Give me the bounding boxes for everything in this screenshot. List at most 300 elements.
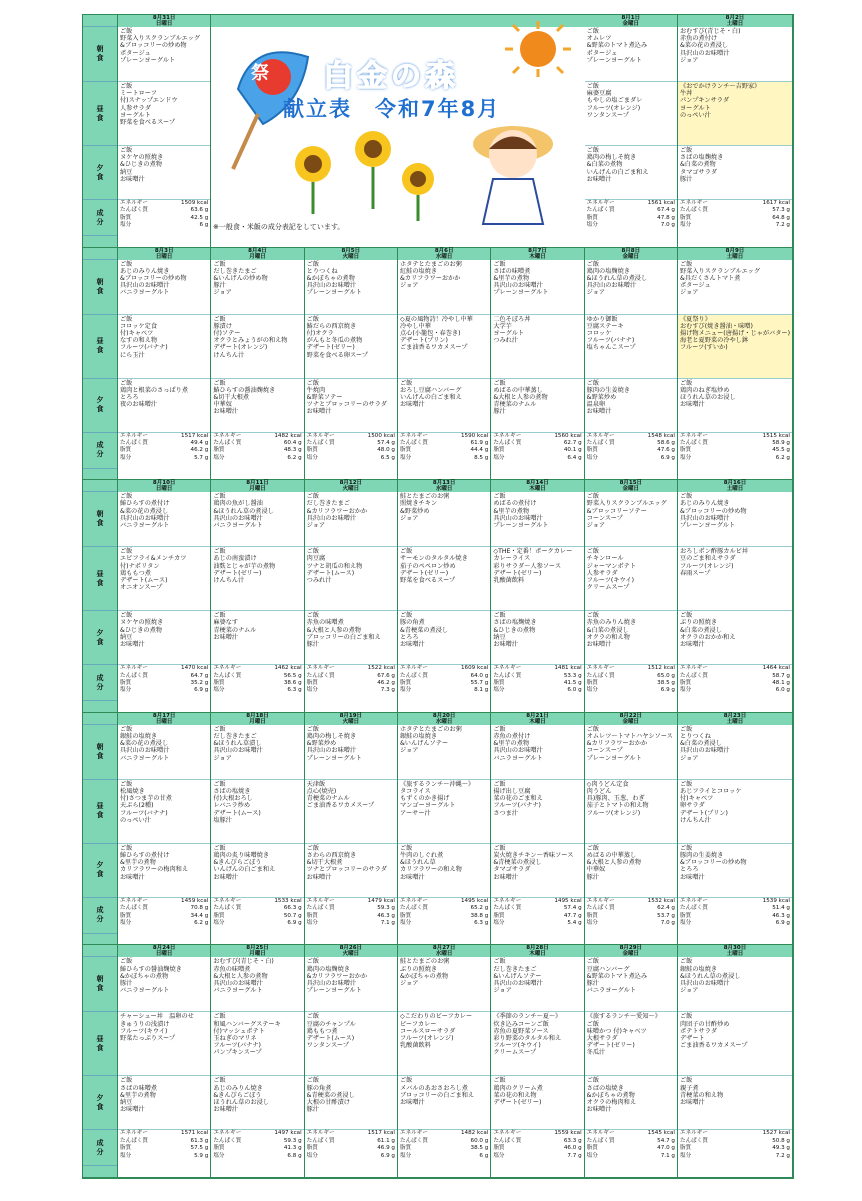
day-header [398,945,490,957]
day-cell [211,945,304,1178]
day-cell [118,480,211,713]
weekday-label: 月曜日 [249,486,266,493]
breakfast-menu: ご飯 とりつくね &白菜の煮浸し 具沢山のお味噌汁 ジョア [678,725,792,780]
nutrition-row: 脂質 46.0 g [493,1145,582,1152]
nutrition-box [678,665,792,701]
lunch-menu: ご飯 揚げ出し豆腐 菜の花のごま和え フルーツ(バナナ) さつま汁 [491,780,583,844]
nutrition-row: エネルギー 1559 kcal [493,1130,582,1137]
date-label: 8月29日 [619,945,643,952]
day-header [118,713,210,725]
day-cell [118,945,211,1178]
breakfast-menu: ご飯 鶏肉の魚がし醤油 &ほうれん草の煮浸し 具沢山のお味噌汁 バニラヨーグルト [211,492,303,547]
date-label: 8月26日 [339,945,363,952]
weekday-label: 金曜日 [622,486,640,493]
lunch-menu: 二色そぼろ丼 大学芋 ヨーグルト つみれ汁 [491,315,583,379]
breakfast-menu: おむすび(青じそ・白) 赤魚の味噌煮 &大根と人参の煮物 具沢山のお味噌汁 バニラヨーグルト [211,957,303,1012]
nutrition-box [305,1130,397,1166]
breakfast-menu: ご飯 あじのみりん焼き &ブロッコリーの炒め物 具沢山のお味噌汁 プレーンヨーグルト [678,492,792,547]
date-label: 8月19日 [339,712,363,719]
lunch-menu: ご飯 豆腐のチャンプル 鶏ももつ煮 デザート(ムース) ワンタンスープ [305,1012,397,1076]
weekday-label: 火曜日 [342,486,360,493]
nutrition-row: 脂質 49.3 g [679,1145,790,1152]
day-cell [585,248,678,481]
weekday-label: 金曜日 [622,21,640,27]
lunch-menu: 《季節のランチ〜夏〜》 炊き込みコーンご飯 赤魚の夏野菜ソース 彩り野菜のタルタル和え フルーツ(キウイ) クリームスープ [491,1012,583,1076]
nutrition-box [305,898,397,934]
lunch-menu: ご飯 麻婆豆腐 もやしの塩ごまダレ フルーツ(オレンジ) ワンタンスープ [585,82,677,146]
day-cell [398,248,491,481]
breakfast-menu: ご飯 鶏肉の梅しそ焼き &野菜炒め 具沢山のお味噌汁 プレーンヨーグルト [305,725,397,780]
nutrition-row: 塩分 6.3 g [213,687,302,694]
meal-label [83,713,117,725]
day-header [211,713,303,725]
dinner-menu: ご飯 豚の角煮 &青梗菜の煮浸し 大根の甘酢漬け 豚汁 [305,1076,397,1130]
nutrition-row: たんぱく質 61.9 g [399,440,489,446]
dinner-menu: ご飯 ヌケヤの照焼き &ひじきの煮物 納豆 お味噌汁 [118,146,210,200]
lunch-menu: ご飯 あじフライとコロッケ 付)キャベツ 卵サラダ デザート(プリン) けんちん汁 [678,780,792,844]
nutrition-box [305,433,397,469]
meal-label: 朝食 [83,957,117,1012]
day-header [211,15,304,27]
nutrition-row: 脂質 46.9 g [306,1145,395,1152]
lunch-menu: 《旅するランチ〜沖縄〜》 タコライス もずくのかき揚げ マンゴーヨーグルト アーサー汁 [398,780,490,844]
nutrition-row: たんぱく質 62.7 g [493,440,582,446]
nutrition-row: エネルギー 1482 kcal [399,1130,489,1137]
nutrition-row: たんぱく質 64.7 g [120,672,209,679]
day-cell [305,713,398,946]
weekday-label: 水曜日 [435,486,453,493]
nutrition-row: たんぱく質 58.7 g [679,672,790,679]
dinner-menu: ご飯 鶏肉の炙り味噌焼き &きんぴらごぼう いんげんの白ごま和え お味噌汁 [211,844,303,898]
meal-label: 夕食 [83,379,117,433]
day-cell [678,945,793,1178]
nutrition-row: 脂質 38.8 g [399,912,489,919]
nutrition-row: 脂質 47.8 g [586,214,675,221]
nutrition-row: 脂質 35.2 g [120,680,209,686]
breakfast-menu: ご飯 とりつくね &かぼちゃの煮物 具沢山のお味噌汁 プレーンヨーグルト [305,260,397,315]
nutrition-row: 塩分 6.5 g [306,454,395,461]
day-cell [305,945,398,1178]
nutrition-row: エネルギー 1571 kcal [120,1130,209,1137]
banner [213,29,585,241]
nutrition-row: 脂質 44.4 g [399,447,489,454]
nutrition-box [398,898,490,934]
nutrition-box [585,665,677,701]
dinner-menu: ご飯 あじのみりん焼き &きんぴらごぼう ほうれん草のお浸し お味噌汁 [211,1076,303,1130]
meal-label: 夕食 [83,844,117,898]
weekday-label: 木曜日 [529,951,546,958]
dinner-menu: ご飯 さばの味噌煮 &里芋の煮物 納豆 お味噌汁 [118,1076,210,1130]
nutrition-box [491,898,583,934]
nutrition-row: エネルギー 1532 kcal [586,897,675,904]
dinner-menu: ご飯 ぶりの照焼き &白菜の煮浸し オクラのおかか和え お味噌汁 [678,611,792,665]
dinner-menu: ご飯 豚肉の生姜焼き &ブロッコリーの炒め物 とろろ お味噌汁 [678,844,792,898]
weekday-label: 日曜日 [155,718,173,725]
weekday-label: 木曜日 [529,718,546,725]
dinner-menu: ご飯 麻婆なす 青梗菜のナムル お味噌汁 [211,611,303,665]
nutrition-row: 塩分 6.0 g [679,687,790,694]
nutrition-row: 塩分 8.5 g [399,454,489,461]
date-label: 8月21日 [526,712,549,719]
date-label: 8月20日 [432,712,456,719]
nutrition-row: エネルギー 1590 kcal [399,432,489,439]
festival-badge: 祭 [251,63,269,84]
nutrition-row: 脂質 46.3 g [306,912,395,919]
weekday-label: 土曜日 [726,21,744,27]
day-header [211,945,303,957]
date-label: 8月9日 [725,247,745,254]
day-header [585,480,677,492]
lunch-menu: ◇THE・定番！ポークカレー カレーライス 彩りサラダ～人参ソース デザート(ゼリー) 乳酸菌飲料 [491,547,583,611]
day-cell [585,713,678,946]
day-header [211,480,303,492]
day-cell [305,480,398,713]
nutrition-row: 脂質 48.1 g [679,680,790,686]
day-header [585,945,677,957]
breakfast-menu: ご飯 だし巻きたまご &カリフラワーおかか 具沢山のお味噌汁 ジョア [305,492,397,547]
weekday-label: 火曜日 [342,253,360,260]
nutrition-row: エネルギー 1517 kcal [306,1130,395,1137]
meal-label: 朝食 [83,27,117,82]
nutrition-row: エネルギー 1495 kcal [399,897,489,904]
day-header [491,945,583,957]
breakfast-menu: ホタテとたまごのお粥 紅鮭の塩焼き &カリフラワーおかか ジョア [398,260,490,315]
weekday-label: 土曜日 [726,253,744,260]
weekday-label: 金曜日 [622,718,640,725]
day-header [678,945,792,957]
meal-label [83,15,117,27]
nutrition-row: たんぱく質 57.4 g [306,440,395,446]
dinner-menu: ご飯 鰆ひらすの醤油麹焼き &切干大根煮 中華奴 お味噌汁 [211,379,303,433]
nutrition-row: 塩分 7.2 g [679,222,790,229]
meal-label: 昼食 [83,780,117,844]
nutrition-box [118,665,210,701]
nutrition-box [398,665,490,701]
nutrition-box [585,433,677,469]
day-header [118,945,210,957]
lunch-menu: ご飯 あじの南蛮漬け 油麩とじゃが芋の煮物 デザート(ゼリー) けんちん汁 [211,547,303,611]
day-header [305,713,397,725]
date-label: 8月3日 [154,247,174,254]
sunflower-icon [295,131,434,221]
nutrition-row: エネルギー 1545 kcal [586,1130,675,1137]
meal-label: 朝食 [83,725,117,780]
lunch-menu: ご飯 さばの塩焼き 付)大根おろし レバニラ炒め デザート(ムース) 塩豚汁 [211,780,303,844]
dinner-menu: ご飯 親子煮 青梗菜の和え物 お味噌汁 [678,1076,792,1130]
date-label: 8月6日 [434,247,454,254]
nutrition-row: 脂質 48.0 g [306,447,395,454]
nutrition-row: 塩分 8.1 g [399,687,489,694]
nutrition-row: たんぱく質 59.3 g [306,905,395,912]
nutrition-row: たんぱく質 50.8 g [679,1137,790,1144]
nutrition-row: エネルギー 1479 kcal [306,897,395,904]
nutrition-row: たんぱく質 60.0 g [399,1137,489,1144]
dinner-menu: ご飯 豚の角煮 &青梗菜の煮浸し とろろ お味噌汁 [398,611,490,665]
day-cell [585,15,678,248]
nutrition-row: 塩分 7.0 g [586,920,675,927]
breakfast-menu: ご飯 野菜入りスクランブルエッグ &ブロッコリーの炒め物 ポタージュ プレーンヨーグルト [118,27,210,82]
day-header [118,248,210,260]
day-cell [678,248,793,481]
breakfast-menu: ご飯 だし巻きたまご &いんげんソテー 具沢山のお味噌汁 ジョア [491,957,583,1012]
day-header [678,480,792,492]
weekday-label: 土曜日 [726,486,744,493]
breakfast-menu: ご飯 オムレツ &野菜のトマト煮込み ポタージュ プレーンヨーグルト [585,27,677,82]
nutrition-row: 脂質 47.7 g [493,912,582,919]
weekday-label: 月曜日 [249,718,266,725]
nutrition-row: 塩分 6.0 g [493,687,582,694]
breakfast-menu: ご飯 銀鮭の塩焼き &菜の花の煮浸し 具沢山のお味噌汁 バニラヨーグルト [118,725,210,780]
nutrition-row: エネルギー 1527 kcal [679,1130,790,1137]
weekday-label: 水曜日 [435,253,453,260]
nutrition-row: 脂質 34.4 g [120,912,209,919]
nutrition-row: たんぱく質 61.3 g [120,1137,209,1144]
day-cell [211,248,304,481]
dinner-menu: ご飯 メバルのあおさおろし煮 ブロッコリーの白ごま和え お味噌汁 [398,1076,490,1130]
nutrition-row: エネルギー 1464 kcal [679,665,790,672]
day-header [585,15,677,27]
row-labels [83,713,118,946]
nutrition-row: 塩分 7.3 g [306,687,395,694]
dinner-menu: ご飯 鶏肉の梅しそ焼き &白菜の煮物 いんげんの白ごま和え お味噌汁 [585,146,677,200]
nutrition-row: 塩分 6.9 g [586,687,675,694]
lunch-menu: 《おでかけランチ〜吉野家》 牛丼 パンプキンサラダ ヨーグルト のっぺい汁 [678,82,792,146]
nutrition-row: たんぱく質 53.3 g [493,672,582,679]
nutrition-row: 塩分 7.0 g [586,222,675,229]
nutrition-row: 脂質 38.6 g [213,680,302,686]
nutrition-row: 脂質 55.7 g [399,680,489,686]
nutrition-box [678,433,792,469]
nutrition-box [585,1130,677,1166]
nutrition-row: たんぱく質 67.4 g [586,207,675,214]
nutrition-row: たんぱく質 65.0 g [586,672,675,679]
day-header [118,480,210,492]
nutrition-row: エネルギー 1617 kcal [679,200,790,206]
nutrition-row: 脂質 45.5 g [679,447,790,454]
day-header [491,248,583,260]
date-label: 8月15日 [619,480,643,487]
row-labels [83,480,118,713]
nutrition-row: 塩分 6.9 g [213,920,302,927]
meal-label [83,480,117,492]
weekday-label: 日曜日 [155,486,173,493]
day-cell [398,945,491,1178]
day-header [491,713,583,725]
weekday-label: 土曜日 [726,718,744,725]
breakfast-menu: ホタテとたまごのお粥 銀鮭の塩焼き &いんげんソテー ジョア [398,725,490,780]
nutrition-row: 脂質 40.1 g [493,447,582,454]
date-label: 8月24日 [152,945,176,952]
meal-label: 成分 [83,665,117,701]
row-labels [83,945,118,1178]
nutrition-row: 塩分 5.9 g [120,1152,209,1159]
lunch-menu: ご飯 チキンロール ジャーマンポテト 人参サラダ フルーツ(キウイ) クリームスープ [585,547,677,611]
nutrition-box [585,200,677,236]
day-header [398,248,490,260]
lunch-menu: ご飯 鰆だらの西京焼き 付)オクラ がんもと冬瓜の煮物 デザート(ゼリー) 野菜を食べる卵スープ [305,315,397,379]
nutrition-row: 塩分 6 g [399,1152,489,1159]
weekday-label: 木曜日 [529,253,546,260]
nutrition-row: エネルギー 1481 kcal [493,665,582,672]
nutrition-box [491,433,583,469]
nutrition-row: エネルギー 1561 kcal [586,200,675,206]
nutrition-row: たんぱく質 66.3 g [213,905,302,912]
breakfast-menu: ご飯 鰆ひらすの醤油麹焼き &かぼちゃの煮物 豚汁 バニラヨーグルト [118,957,210,1012]
date-label: 8月27日 [432,945,456,952]
nutrition-box [398,433,490,469]
breakfast-menu: 鮭とたまごのお粥 照焼きチキン &野菜炒め ジョア [398,492,490,547]
meal-label [83,248,117,260]
nutrition-row: エネルギー 1482 kcal [213,432,302,439]
nutrition-row: 塩分 6.9 g [679,920,790,927]
weekday-label: 日曜日 [155,21,173,27]
day-header [491,480,583,492]
lunch-menu: ゆかり御飯 豆腐ステーキ コロッケ フルーツ(バナナ) 塩ちゃんこスープ [585,315,677,379]
date-label: 8月30日 [723,945,747,952]
dinner-menu: ご飯 さわらの西京焼き &切干大根煮 ツナとブロッコリーのサラダ お味噌汁 [305,844,397,898]
day-cell [491,248,584,481]
nutrition-row: エネルギー 1459 kcal [120,897,209,904]
nutrition-row: エネルギー 1548 kcal [586,432,675,439]
lunch-menu: ご飯 和風ハンバーグステーキ 付)マッシュポテト 玉ねぎのマリネ フルーツ(バナナ) パンプキンスープ [211,1012,303,1076]
date-label: 8月14日 [526,480,549,487]
nutrition-box [211,433,303,469]
nutrition-box [678,200,792,236]
nutrition-row: 塩分 6.9 g [586,454,675,461]
date-label: 8月5日 [341,247,361,254]
nutrition-row: 塩分 6.4 g [493,454,582,461]
nutrition-row: たんぱく質 63.6 g [120,207,209,214]
dinner-menu: ご飯 ヌケヤの照焼き &ひじきの煮物 納豆 お味噌汁 [118,611,210,665]
dinner-menu: ご飯 赤魚のみりん焼き &白菜の煮浸し オクラの和え物 お味噌汁 [585,611,677,665]
weekday-label: 月曜日 [249,951,266,958]
meal-label: 昼食 [83,1012,117,1076]
lunch-menu: ご飯 肉豆腐 ツナと胡瓜の和え物 デザート(ムース) つみれ汁 [305,547,397,611]
nutrition-row: エネルギー 1515 kcal [679,432,790,439]
date-label: 8月23日 [723,712,747,719]
meal-label [83,945,117,957]
nutrition-row: 塩分 6.2 g [213,454,302,461]
nutrition-row: たんぱく質 70.8 g [120,905,209,912]
nutrition-row: たんぱく質 54.7 g [586,1137,675,1144]
lunch-menu: 《旅するランチ〜愛知〜》 ご飯 味噌かつ 付)キャベツ 大根サラダ デザート(ゼリー) 冬瓜汁 [585,1012,677,1076]
day-header [305,480,397,492]
nutrition-row: 脂質 47.0 g [586,1145,675,1152]
day-cell [585,945,678,1178]
day-cell [211,713,304,946]
nutrition-row: 脂質 46.2 g [306,680,395,686]
lunch-menu: ご飯 ミートローフ 付)スナップエンドウ 人参サラダ ヨーグルト 野菜を食べるスープ [118,82,210,146]
nutrition-row: 脂質 38.5 g [586,680,675,686]
nutrition-row: エネルギー 1609 kcal [399,665,489,672]
lunch-menu: ◇肉うどん定食 肉うどん 具)豚肉、玉葱、わぎ 茄子とトマトの和え物 フルーツ(オレンジ) [585,780,677,844]
nutrition-row: 脂質 53.7 g [586,912,675,919]
dinner-menu: ご飯 めばるの中華蒸し &大根と人参の煮物 青梗菜のナムル 豚汁 [491,379,583,433]
dinner-menu: ご飯 炭火焼きチキン～香味ソース &青梗菜の煮浸し タマゴサラダ お味噌汁 [491,844,583,898]
breakfast-menu: ご飯 赤魚の煮付け &里芋の煮物 具沢山のお味噌汁 バニラヨーグルト [491,725,583,780]
nutrition-box [211,898,303,934]
weekday-label: 月曜日 [249,253,266,260]
breakfast-menu: ご飯 だし巻きたまご &いんげんの炒め物 豚汁 ジョア [211,260,303,315]
dinner-menu: ご飯 鶏肉のクリーム煮 菜の花の和え物 デザート(ゼリー) [491,1076,583,1130]
weekday-label: 金曜日 [622,951,640,958]
day-header [678,248,792,260]
day-cell [491,480,584,713]
date-label: 8月28日 [526,945,549,952]
nutrition-row: エネルギー 1470 kcal [120,665,209,672]
nutrition-row: たんぱく質 67.6 g [306,672,395,679]
date-label: 8月12日 [339,480,363,487]
day-cell [211,480,304,713]
weekday-label: 木曜日 [529,486,546,493]
page-subtitle: 献立表 令和7年8月 [283,97,501,121]
nutrition-row: 脂質 46.2 g [120,447,209,454]
lunch-menu: ◇こだわりのビーフカレー ビーフカレー コールスローサラダ フルーツ(オレンジ) 乳酸菌飲料 [398,1012,490,1076]
nutrition-row: 脂質 48.3 g [213,447,302,454]
nutrition-row: たんぱく質 58.9 g [679,440,790,446]
lunch-menu: ご飯 エビフライ&メンチカツ 付)ナポリタン 鶏ももつ煮 デザート(ムース) オニオンスープ [118,547,210,611]
meal-label: 昼食 [83,547,117,611]
day-cell [398,713,491,946]
nutrition-row: たんぱく質 58.6 g [586,440,675,446]
nutrition-row: たんぱく質 63.3 g [493,1137,582,1144]
lunch-menu: ご飯 サーモンのタルタル焼き 茄子のペペロン炒め デザート(ゼリー) 野菜を食べるスープ [398,547,490,611]
date-label: 8月2日 [725,15,745,21]
day-header [678,15,792,27]
nutrition-row: エネルギー 1533 kcal [213,897,302,904]
nutrition-row: たんぱく質 57.3 g [679,207,790,214]
nutrition-row: 塩分 6 g [120,222,209,229]
nutrition-row: たんぱく質 65.2 g [399,905,489,912]
meal-label: 成分 [83,200,117,236]
day-header [211,248,303,260]
nutrition-row: エネルギー 1462 kcal [213,665,302,672]
meal-label: 夕食 [83,146,117,200]
breakfast-menu: ご飯 豆腐ハンバーグ &野菜のトマト煮込み 豚汁 バニラヨーグルト [585,957,677,1012]
date-label: 8月13日 [432,480,456,487]
date-label: 8月8日 [621,247,641,254]
meal-label: 成分 [83,433,117,469]
weekday-label: 火曜日 [342,951,360,958]
nutrition-box [118,433,210,469]
breakfast-menu: ご飯 野菜入りスクランブルエッグ &具だくさんトマト煮 ポタージュ ジョア [678,260,792,315]
date-label: 8月10日 [152,480,176,487]
day-header [398,713,490,725]
day-cell [678,15,793,248]
nutrition-row: エネルギー 1497 kcal [213,1130,302,1137]
lunch-menu: 《夏祭り》 おむすび(焼き醤油・味噌) 揚げ物メニュー(唐揚げ・じゃがバター) 海老と夏野菜の冷やし鉢 フルーツ(すいか) [678,315,792,379]
breakfast-menu: ご飯 オムレツ～トマトハヤシソース &カリフラワーおかか コーンスープ プレーンヨーグルト [585,725,677,780]
lunch-menu: ご飯 豚漬け 付)ソテー オクラとみょうがの和え物 デザート(オレンジ) けんちん汁 [211,315,303,379]
date-label: 8月18日 [246,712,269,719]
nutrition-row: 脂質 50.7 g [213,912,302,919]
nutrition-box [118,1130,210,1166]
weekday-label: 水曜日 [435,951,453,958]
nutrition-row: 脂質 42.5 g [120,214,209,221]
day-header [585,713,677,725]
lunch-menu: おろしポン酢豚カルビ丼 豆のごま和えサラダ フルーツ(オレンジ) 春雨スープ [678,547,792,611]
nutrition-row: 脂質 46.3 g [679,912,790,919]
weekday-label: 火曜日 [342,718,360,725]
date-label: 8月11日 [246,480,269,487]
day-header [118,15,210,27]
day-cell [118,15,211,248]
nutrition-row: 脂質 64.8 g [679,214,790,221]
nutrition-row: エネルギー 1517 kcal [120,432,209,439]
lunch-menu: ご飯 肉団子の甘酢炒め ポテトサラダ デザート ごま油香るワカメスープ [678,1012,792,1076]
row-labels [83,248,118,481]
breakfast-menu: ご飯 鶏肉の塩麹焼き &カリフラワーおかか 具沢山のお味噌汁 プレーンヨーグルト [305,957,397,1012]
